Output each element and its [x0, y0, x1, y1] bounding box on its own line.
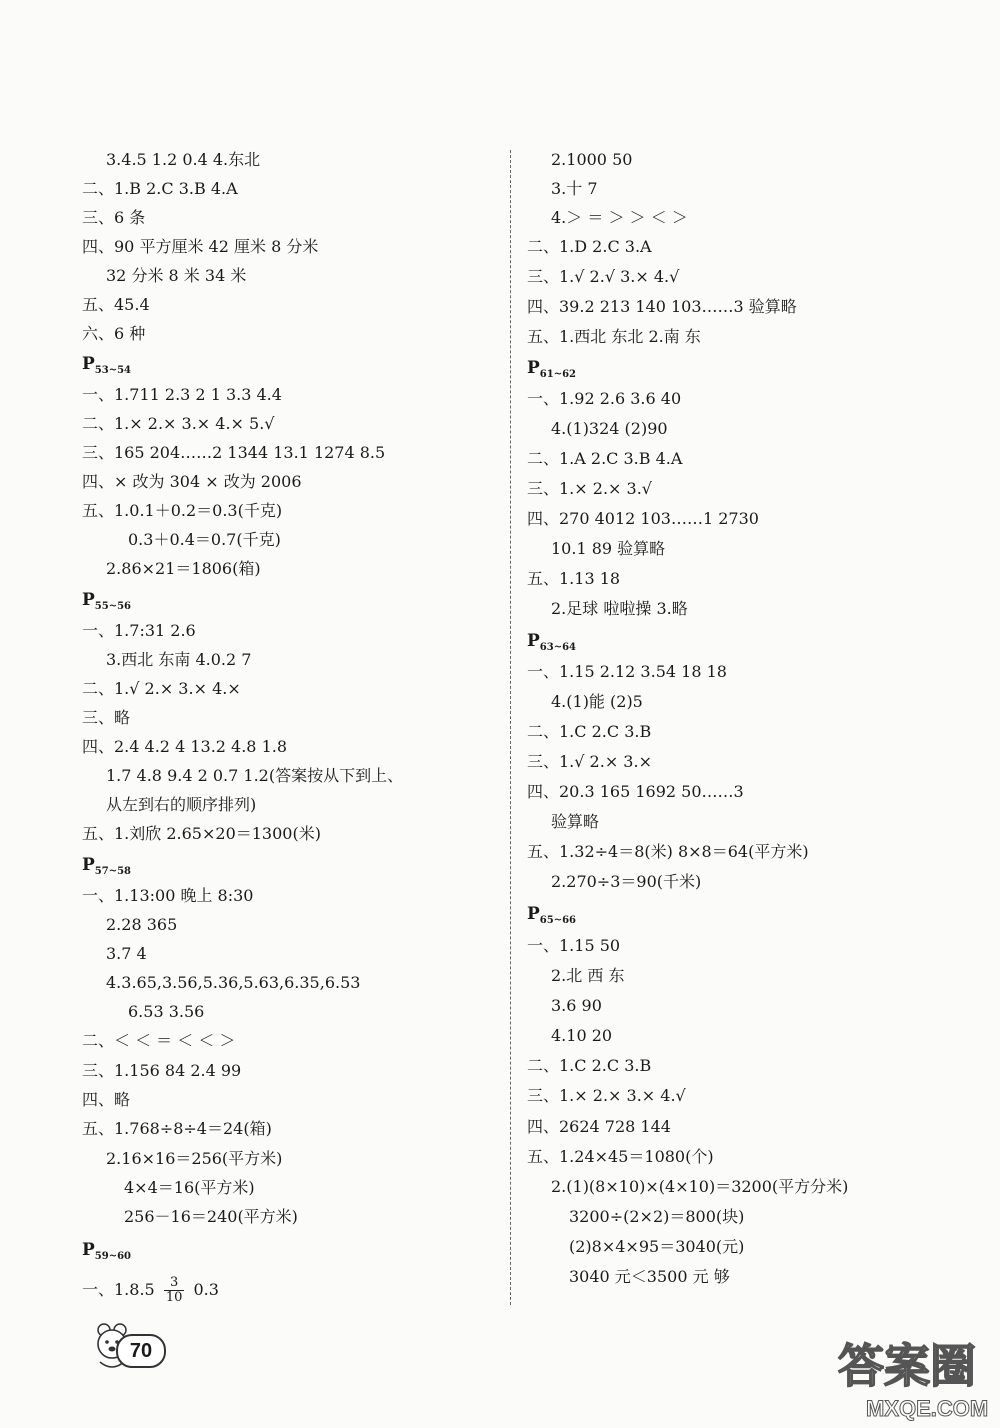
answer-line: 五、1.32÷4＝8(米) 8×8＝64(平方米) [527, 842, 809, 861]
page-range-subscript: 61~62 [539, 369, 577, 380]
answer-line: 三、1.156 84 2.4 99 [82, 1061, 242, 1080]
answer-line: 一、1.92 2.6 3.6 40 [527, 389, 682, 408]
answer-line: 四、270 4012 103……1 2730 [527, 509, 759, 528]
answer-line: 三、1.√ 2.× 3.× [527, 752, 652, 771]
page-number: 70 [116, 1334, 166, 1368]
fraction-numerator: 3 [164, 1276, 185, 1291]
answer-line: 32 分米 8 米 34 米 [106, 266, 247, 285]
answer-line: 3200÷(2×2)＝800(块) [569, 1207, 745, 1226]
page-range-letter: P [527, 358, 540, 378]
answer-line: 四、39.2 213 140 103……3 验算略 [527, 297, 797, 316]
answer-line: 0.3＋0.4＝0.7(千克) [128, 530, 281, 549]
answer-line: 五、45.4 [82, 295, 150, 314]
answer-line: 从左到右的顺序排列) [106, 795, 257, 814]
fraction [164, 1276, 185, 1305]
column-divider [510, 150, 511, 1305]
page-range-subscript: 59~60 [94, 1251, 132, 1262]
page-range-heading [527, 358, 576, 385]
page-range-subscript: 53~54 [94, 365, 132, 376]
answer-line: 五、1.西北 东北 2.南 东 [527, 327, 701, 346]
answer-line: 三、1.√ 2.√ 3.× 4.√ [527, 267, 680, 286]
answer-line: 二、1.C 2.C 3.B [527, 722, 652, 741]
page-range-letter: P [527, 904, 540, 924]
answer-line: 4.10 20 [551, 1026, 613, 1045]
watermark [830, 1330, 1000, 1428]
watermark-logo [834, 1330, 994, 1396]
answer-line: 3.西北 东南 4.0.2 7 [106, 650, 252, 669]
answer-line: 2.16×16＝256(平方米) [106, 1149, 283, 1168]
answer-line: 四、略 [82, 1090, 131, 1109]
answer-line: 二、＜ ＜ ＝ ＜ ＜ ＞ [82, 1031, 236, 1050]
page-range-heading [82, 354, 131, 381]
answer-line: 10.1 89 验算略 [551, 539, 666, 558]
page-range-heading [82, 855, 131, 882]
answer-line: 2.1000 50 [551, 150, 633, 169]
answer-line: 四、20.3 165 1692 50……3 [527, 782, 744, 801]
fraction-denominator: 10 [165, 1290, 183, 1305]
page-range-heading [527, 904, 576, 931]
answer-line: 3040 元＜3500 元 够 [569, 1267, 730, 1286]
answer-line: 4.(1)能 (2)5 [551, 692, 643, 711]
answer-line: 6.53 3.56 [128, 1002, 205, 1021]
svg-text:答案圈: 答案圈 [838, 1339, 976, 1393]
answer-line: 4×4＝16(平方米) [124, 1178, 255, 1197]
answer-line: 五、1.768÷8÷4＝24(箱) [82, 1119, 272, 1138]
answer-line: 二、1.√ 2.× 3.× 4.× [82, 679, 241, 698]
watermark-domain: MXQE.COM [866, 1396, 989, 1421]
answer-line: 一、1.15 50 [527, 936, 621, 955]
page-range-letter: P [527, 631, 540, 651]
answer-line: 三、略 [82, 708, 131, 727]
page-range-subscript: 55~56 [94, 601, 132, 612]
answer-line: 验算略 [551, 812, 600, 831]
answer-line: 三、1.× 2.× 3.× 4.√ [527, 1086, 686, 1105]
answer-line: (2)8×4×95＝3040(元) [569, 1237, 745, 1256]
fraction-line-suffix: 0.3 [193, 1280, 219, 1299]
page-range-letter: P [82, 590, 95, 610]
answer-line: 4.(1)324 (2)90 [551, 419, 668, 438]
answer-line: 256－16＝240(平方米) [124, 1207, 298, 1226]
answer-line: 一、1.13:00 晚上 8:30 [82, 886, 254, 905]
answer-line: 3.4.5 1.2 0.4 4.东北 [106, 150, 261, 169]
answer-line: 二、1.B 2.C 3.B 4.A [82, 179, 238, 198]
answer-line: 五、1.0.1＋0.2＝0.3(千克) [82, 501, 283, 520]
answer-line: 四、2624 728 144 [527, 1117, 671, 1136]
answer-line: 四、90 平方厘米 42 厘米 8 分米 [82, 237, 319, 256]
answer-line: 1.7 4.8 9.4 2 0.7 1.2(答案按从下到上、 [106, 766, 404, 785]
answer-line: 五、1.13 18 [527, 569, 621, 588]
answer-line: 五、1.24×45＝1080(个) [527, 1147, 714, 1166]
answer-line: 三、6 条 [82, 208, 146, 227]
answer-line: 四、× 改为 304 × 改为 2006 [82, 472, 302, 491]
page-range-subscript: 63~64 [539, 642, 577, 653]
answer-line: 2.(1)(8×10)×(4×10)＝3200(平方分米) [551, 1177, 849, 1196]
answer-line: 二、1.D 2.C 3.A [527, 237, 652, 256]
answer-line: 2.86×21＝1806(箱) [106, 559, 261, 578]
page-range-letter: P [82, 354, 95, 374]
answer-line: 2.270÷3＝90(千米) [551, 872, 702, 891]
answer-line: 六、6 种 [82, 324, 146, 343]
page-range-subscript: 65~66 [539, 915, 577, 926]
answer-line: 五、1.刘欣 2.65×20＝1300(米) [82, 824, 321, 843]
page-range-heading [82, 1240, 131, 1267]
page-range-letter: P [82, 1240, 95, 1260]
answer-line: 二、1.× 2.× 3.× 4.× 5.√ [82, 414, 275, 433]
answer-line: 一、1.15 2.12 3.54 18 18 [527, 662, 727, 681]
answer-line: 2.28 365 [106, 915, 178, 934]
answer-line: 4.3.65,3.56,5.36,5.63,6.35,6.53 [106, 973, 361, 992]
answer-line: 二、1.C 2.C 3.B [527, 1056, 652, 1075]
fraction-line-prefix: 一、1.8.5 [82, 1280, 155, 1299]
page-range-subscript: 57~58 [94, 866, 132, 877]
page-range-letter: P [82, 855, 95, 875]
page-range-heading [527, 631, 576, 658]
answer-line: 三、165 204……2 1344 13.1 1274 8.5 [82, 443, 386, 462]
answer-line: 3.7 4 [106, 944, 147, 963]
page-range-heading [82, 590, 131, 617]
answer-line: 二、1.A 2.C 3.B 4.A [527, 449, 683, 468]
answer-line: 3.6 90 [551, 996, 602, 1015]
answer-line: 三、1.× 2.× 3.√ [527, 479, 652, 498]
answer-line: 3.十 7 [551, 179, 598, 198]
answer-line: 2.北 西 东 [551, 966, 625, 985]
answer-line: 4.＞ ＝ ＞ ＞ ＜ ＞ [551, 208, 688, 227]
answer-line: 四、2.4 4.2 4 13.2 4.8 1.8 [82, 737, 288, 756]
answer-line: 一、1.7:31 2.6 [82, 621, 196, 640]
answer-line: 一、1.711 2.3 2 1 3.3 4.4 [82, 385, 282, 404]
answer-line: 2.足球 啦啦操 3.略 [551, 599, 688, 618]
fraction-answer-line [82, 1276, 219, 1305]
